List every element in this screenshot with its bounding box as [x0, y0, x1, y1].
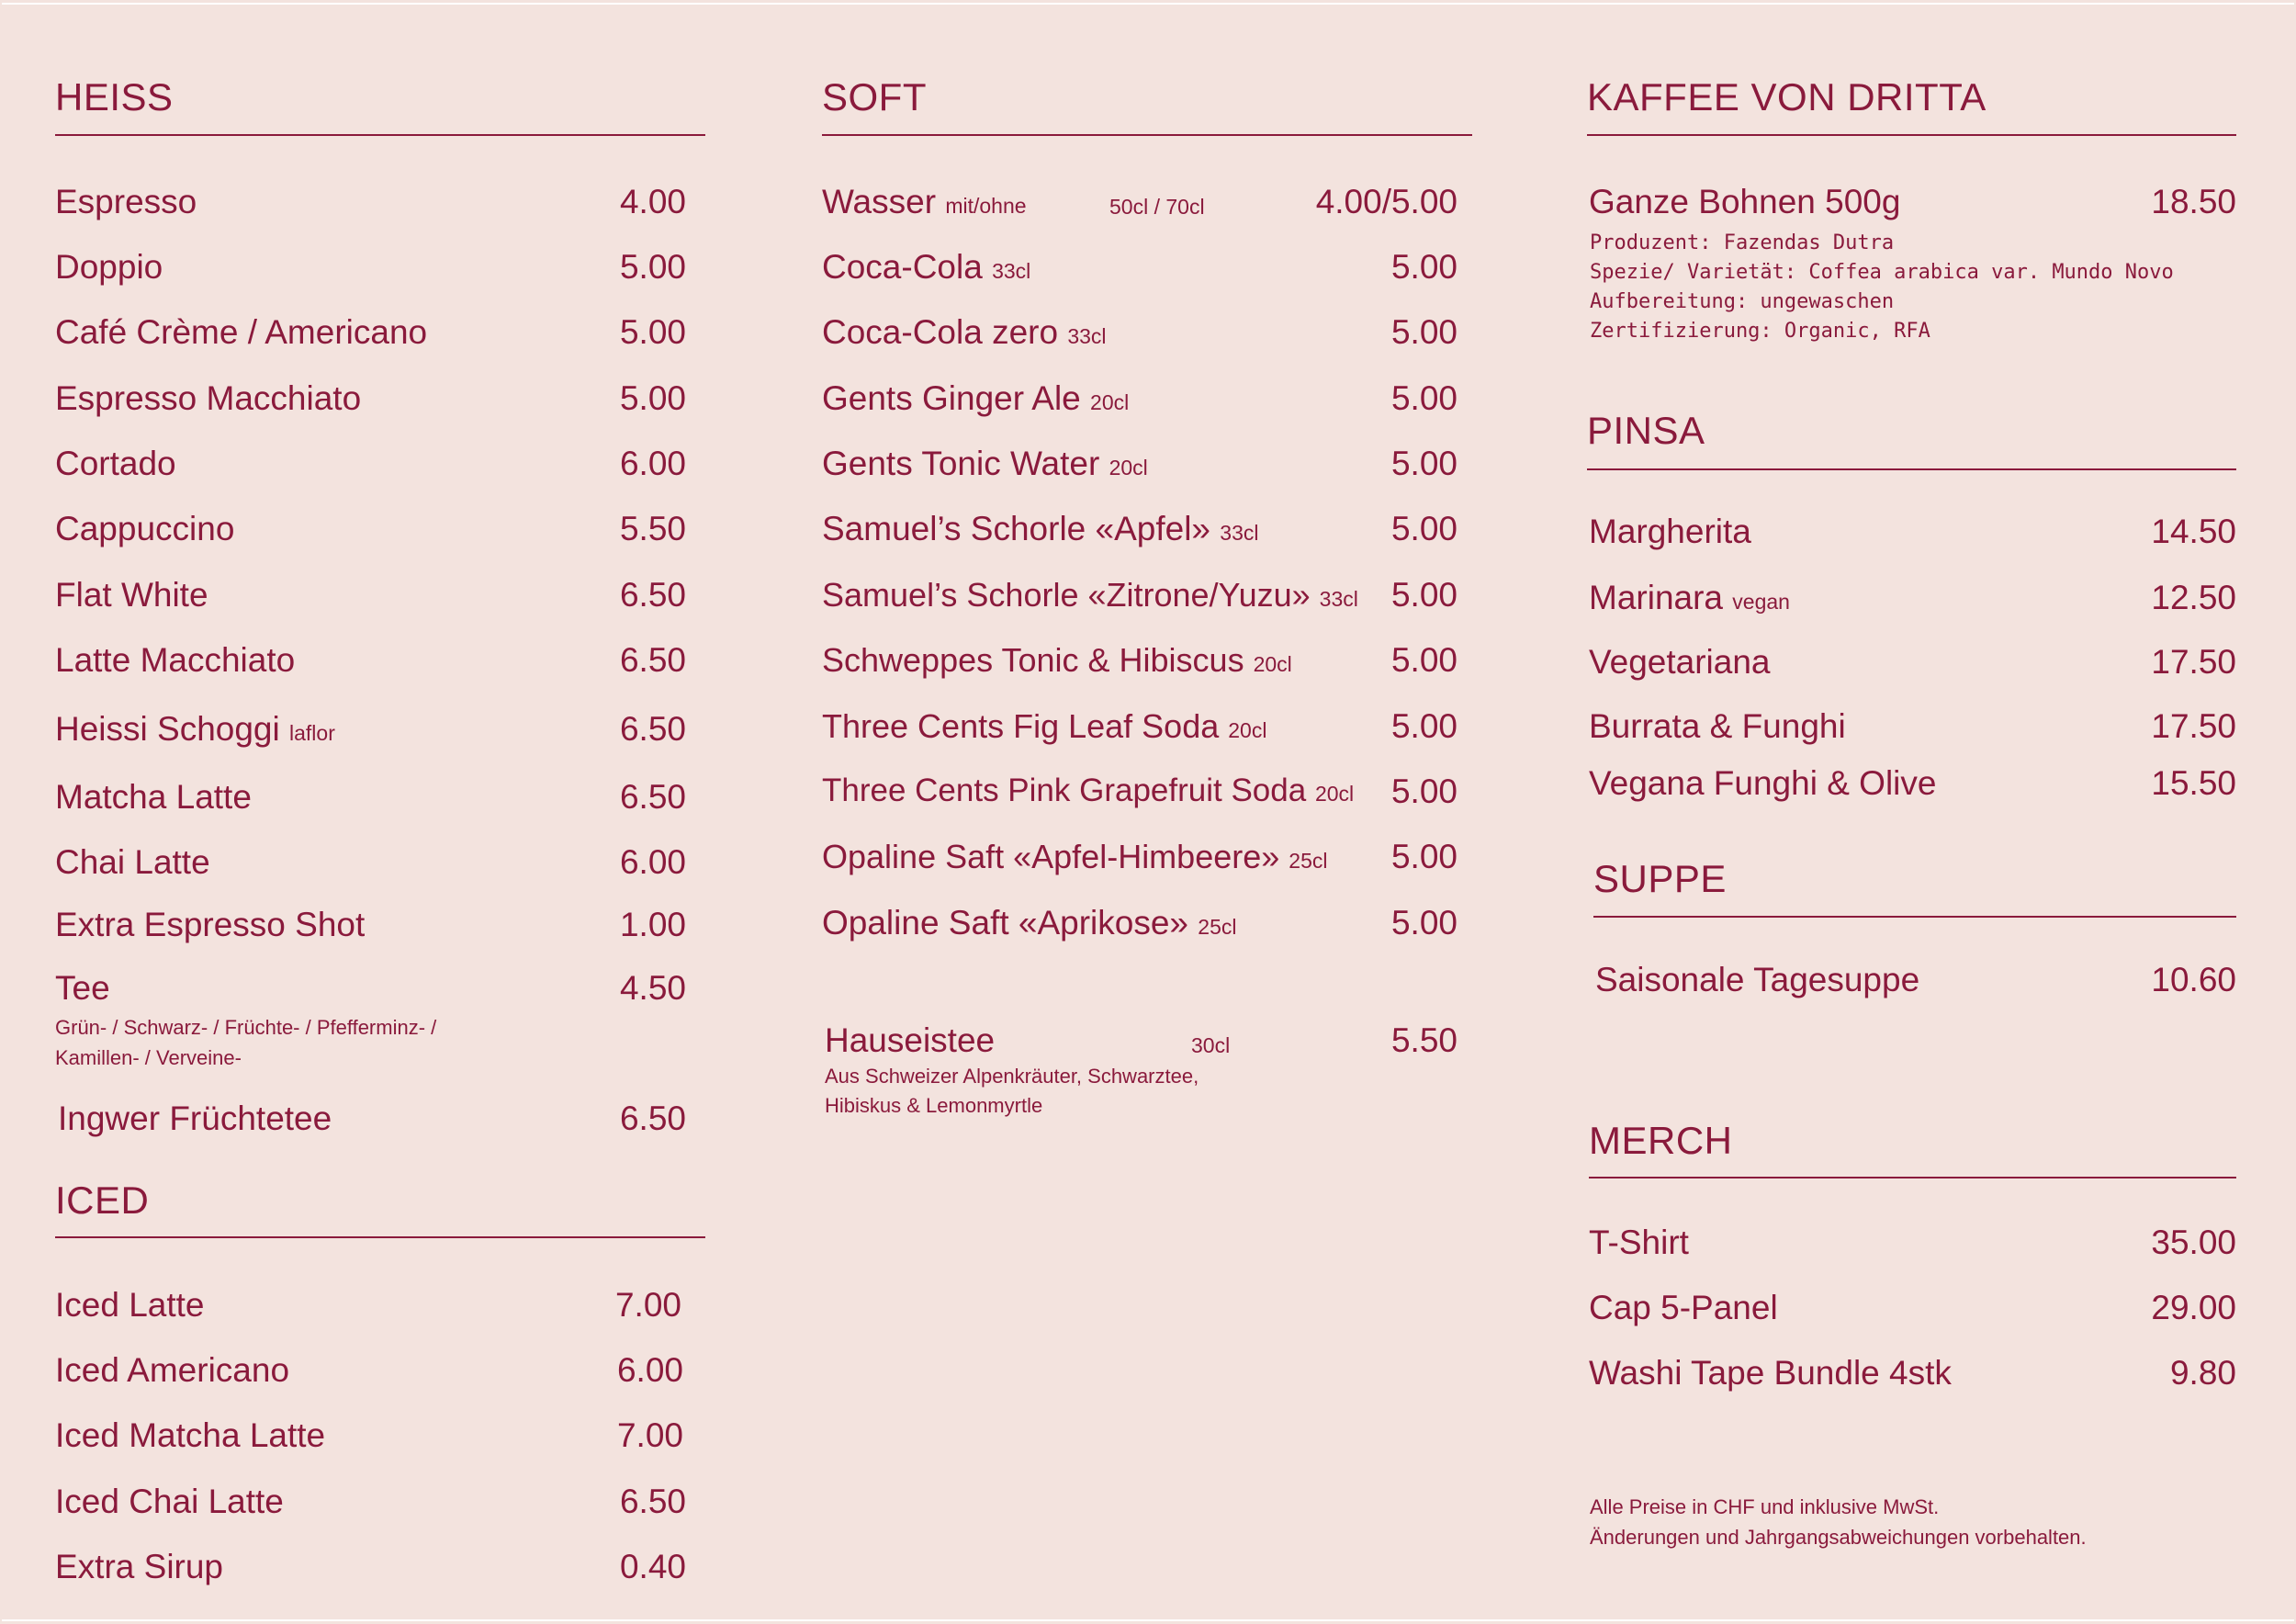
soft-item-gents-tonic-water-name: Gents Tonic Water — [822, 445, 1100, 482]
soft-item-hauseistee: Hauseistee — [825, 1021, 996, 1059]
iced-price-americano: 6.00 — [616, 1351, 683, 1389]
heiss-price-cafe-creme: 5.00 — [619, 313, 686, 351]
heiss-price-matcha-latte: 6.50 — [619, 778, 686, 816]
soft-item-schorle-apfel-name: Samuel’s Schorle «Apfel» — [822, 510, 1211, 547]
soft-item-schorle-zitrone-note: 33cl — [1319, 587, 1358, 611]
merch-item-washi-tape: Washi Tape Bundle 4stk — [1589, 1354, 1952, 1392]
soft-price-fig-leaf-soda: 5.00 — [1390, 707, 1458, 745]
heiss-item-espresso: Espresso — [55, 183, 197, 220]
soft-item-gents-tonic-water-note: 20cl — [1109, 456, 1148, 479]
kaffee-detail-zertifizierung: Zertifizierung: Organic, RFA — [1590, 320, 1930, 343]
soft-item-wasser-note: mit/ohne — [945, 194, 1027, 218]
soft-item-opaline-apfel-himbeere-note: 25cl — [1289, 849, 1328, 873]
kaffee-price-ganze-bohnen: 18.50 — [2151, 183, 2236, 220]
pinsa-price-marinara: 12.50 — [2151, 579, 2236, 616]
soft-item-hauseistee-size: 30cl — [1191, 1033, 1231, 1057]
soft-item-opaline-aprikose — [822, 904, 1237, 942]
soft-item-coca-cola — [822, 248, 1030, 287]
soft-price-opaline-aprikose: 5.00 — [1390, 904, 1458, 942]
merch-price-washi-tape: 9.80 — [2169, 1354, 2236, 1392]
soft-item-wasser-name: Wasser — [822, 183, 937, 220]
heiss-price-cappuccino: 5.50 — [619, 510, 686, 547]
merch-price-cap: 29.00 — [2151, 1289, 2236, 1326]
soft-item-schorle-apfel — [822, 510, 1259, 548]
iced-price-chai-latte: 6.50 — [619, 1483, 686, 1520]
heiss-tee-desc-line1: Grün- / Schwarz- / Früchte- / Pfefferminz- / — [55, 1016, 437, 1039]
soft-price-hauseistee: 5.50 — [1390, 1021, 1458, 1059]
footer-note-prices: Alle Preise in CHF und inklusive MwSt. — [1590, 1495, 1940, 1518]
soft-hauseistee-desc-line2: Hibiskus & Lemonmyrtle — [825, 1094, 1043, 1117]
soft-item-coca-cola-note: 33cl — [992, 259, 1031, 283]
soft-price-gents-ginger-ale: 5.00 — [1390, 379, 1458, 417]
soft-price-schweppes: 5.00 — [1390, 641, 1458, 679]
soft-hauseistee-desc-line1: Aus Schweizer Alpenkräuter, Schwarztee, — [825, 1065, 1199, 1088]
merch-divider — [1589, 1177, 2236, 1179]
soft-item-fig-leaf-soda-note: 20cl — [1228, 718, 1267, 742]
pinsa-heading: PINSA — [1587, 409, 1705, 452]
iced-price-matcha-latte: 7.00 — [616, 1416, 683, 1454]
soft-item-pink-grapefruit-soda — [822, 773, 1354, 809]
pinsa-price-vegetariana: 17.50 — [2151, 643, 2236, 681]
soft-price-opaline-apfel-himbeere: 5.00 — [1390, 838, 1458, 875]
heiss-item-cafe-creme: Café Crème / Americano — [55, 313, 428, 351]
pinsa-item-vegana-funghi-olive: Vegana Funghi & Olive — [1589, 764, 1937, 802]
heiss-price-flat-white: 6.50 — [619, 576, 686, 614]
pinsa-divider — [1587, 468, 2236, 470]
iced-price-latte: 7.00 — [614, 1286, 681, 1324]
merch-item-cap: Cap 5-Panel — [1589, 1289, 1778, 1326]
pinsa-item-marinara — [1589, 579, 1790, 617]
heiss-tee-desc-line2: Kamillen- / Verveine- — [55, 1046, 242, 1069]
heiss-price-ingwer-fruechtetee: 6.50 — [619, 1100, 686, 1137]
kaffee-detail-produzent: Produzent: Fazendas Dutra — [1590, 231, 1895, 254]
soft-item-schweppes — [822, 641, 1292, 680]
iced-price-extra-sirup: 0.40 — [619, 1548, 686, 1585]
soft-item-coca-cola-zero-note: 33cl — [1067, 324, 1107, 348]
iced-item-chai-latte: Iced Chai Latte — [55, 1483, 284, 1520]
soft-item-schorle-zitrone — [822, 576, 1358, 615]
heiss-divider — [55, 134, 705, 136]
merch-item-t-shirt: T-Shirt — [1589, 1224, 1689, 1261]
soft-price-wasser: 4.00/5.00 — [1315, 183, 1458, 220]
heiss-item-heissi-schoggi-name: Heissi Schoggi — [55, 710, 280, 748]
merch-price-t-shirt: 35.00 — [2151, 1224, 2236, 1261]
soft-heading: SOFT — [822, 75, 927, 118]
heiss-item-heissi-schoggi-note: laflor — [289, 721, 335, 745]
soft-price-coca-cola: 5.00 — [1390, 248, 1458, 286]
soft-item-gents-ginger-ale-name: Gents Ginger Ale — [822, 379, 1081, 417]
kaffee-divider — [1587, 134, 2236, 136]
heiss-item-extra-espresso-shot: Extra Espresso Shot — [55, 906, 366, 943]
heiss-item-latte-macchiato: Latte Macchiato — [55, 641, 296, 679]
soft-item-schorle-apfel-note: 33cl — [1220, 521, 1259, 545]
heiss-price-chai-latte: 6.00 — [619, 843, 686, 881]
kaffee-item-ganze-bohnen: Ganze Bohnen 500g — [1589, 183, 1901, 220]
iced-item-americano: Iced Americano — [55, 1351, 290, 1389]
pinsa-price-vegana-funghi-olive: 15.50 — [2151, 764, 2236, 802]
soft-item-gents-ginger-ale-note: 20cl — [1090, 390, 1130, 414]
heiss-item-doppio: Doppio — [55, 248, 163, 286]
heiss-price-espresso-macchiato: 5.00 — [619, 379, 686, 417]
iced-item-extra-sirup: Extra Sirup — [55, 1548, 224, 1585]
soft-item-pink-grapefruit-soda-note: 20cl — [1314, 782, 1355, 806]
heiss-item-matcha-latte: Matcha Latte — [55, 778, 252, 816]
kaffee-detail-aufbereitung: Aufbereitung: ungewaschen — [1590, 290, 1895, 313]
iced-divider — [55, 1236, 705, 1238]
suppe-price-tagesuppe: 10.60 — [2151, 961, 2236, 998]
soft-item-fig-leaf-soda — [822, 707, 1266, 746]
merch-heading: MERCH — [1589, 1119, 1733, 1162]
iced-heading: ICED — [55, 1179, 150, 1222]
soft-item-wasser — [822, 183, 1027, 221]
pinsa-item-margherita: Margherita — [1589, 513, 1751, 550]
soft-price-schorle-apfel: 5.00 — [1390, 510, 1458, 547]
soft-item-coca-cola-name: Coca-Cola — [822, 248, 983, 286]
pinsa-item-burrata-funghi: Burrata & Funghi — [1589, 707, 1846, 745]
kaffee-heading: KAFFEE VON DRITTA — [1587, 75, 1986, 118]
soft-item-pink-grapefruit-soda-name: Three Cents Pink Grapefruit Soda — [822, 773, 1307, 808]
pinsa-item-marinara-name: Marinara — [1589, 579, 1723, 616]
soft-item-schweppes-name: Schweppes Tonic & Hibiscus — [822, 641, 1244, 679]
soft-item-wasser-size: 50cl / 70cl — [1109, 195, 1205, 219]
pinsa-price-burrata-funghi: 17.50 — [2151, 707, 2236, 745]
heiss-price-extra-espresso-shot: 1.00 — [619, 906, 686, 943]
soft-item-schorle-zitrone-name: Samuel’s Schorle «Zitrone/Yuzu» — [822, 576, 1311, 614]
soft-item-schweppes-note: 20cl — [1253, 652, 1292, 676]
suppe-heading: SUPPE — [1593, 857, 1727, 900]
soft-item-opaline-aprikose-name: Opaline Saft «Aprikose» — [822, 904, 1189, 942]
soft-item-coca-cola-zero — [822, 313, 1107, 352]
heiss-item-espresso-macchiato: Espresso Macchiato — [55, 379, 362, 417]
heiss-item-cappuccino: Cappuccino — [55, 510, 235, 547]
iced-item-latte: Iced Latte — [55, 1286, 205, 1324]
heiss-price-latte-macchiato: 6.50 — [619, 641, 686, 679]
heiss-price-doppio: 5.00 — [619, 248, 686, 286]
footer-note-changes: Änderungen und Jahrgangsabweichungen vorbehalten. — [1590, 1526, 2087, 1549]
heiss-item-heissi-schoggi — [55, 710, 335, 749]
suppe-item-tagesuppe: Saisonale Tagesuppe — [1595, 961, 1920, 998]
iced-item-matcha-latte: Iced Matcha Latte — [55, 1416, 326, 1454]
heiss-price-heissi-schoggi: 6.50 — [619, 710, 686, 748]
soft-item-gents-ginger-ale — [822, 379, 1129, 418]
soft-price-gents-tonic-water: 5.00 — [1390, 445, 1458, 482]
soft-item-opaline-aprikose-note: 25cl — [1198, 915, 1237, 939]
heiss-item-chai-latte: Chai Latte — [55, 843, 210, 881]
pinsa-item-vegetariana: Vegetariana — [1589, 643, 1771, 681]
heiss-heading: HEISS — [55, 75, 174, 118]
pinsa-price-margherita: 14.50 — [2151, 513, 2236, 550]
soft-item-gents-tonic-water — [822, 445, 1148, 483]
heiss-price-cortado: 6.00 — [619, 445, 686, 482]
soft-item-opaline-apfel-himbeere-name: Opaline Saft «Apfel-Himbeere» — [822, 838, 1280, 875]
soft-price-pink-grapefruit-soda: 5.00 — [1390, 773, 1458, 810]
soft-price-schorle-zitrone: 5.00 — [1390, 576, 1458, 614]
heiss-item-tee: Tee — [55, 969, 110, 1007]
heiss-price-espresso: 4.00 — [619, 183, 686, 220]
soft-price-coca-cola-zero: 5.00 — [1390, 313, 1458, 351]
soft-divider — [822, 134, 1472, 136]
pinsa-item-marinara-note: vegan — [1732, 590, 1790, 614]
heiss-price-tee: 4.50 — [619, 969, 686, 1007]
kaffee-detail-varietaet: Spezie/ Varietät: Coffea arabica var. Mundo Novo — [1590, 261, 2174, 284]
suppe-divider — [1593, 916, 2236, 918]
soft-item-coca-cola-zero-name: Coca-Cola zero — [822, 313, 1059, 351]
soft-item-fig-leaf-soda-name: Three Cents Fig Leaf Soda — [822, 707, 1220, 745]
soft-item-opaline-apfel-himbeere — [822, 838, 1328, 876]
heiss-item-flat-white: Flat White — [55, 576, 208, 614]
heiss-item-cortado: Cortado — [55, 445, 176, 482]
heiss-item-ingwer-fruechtetee: Ingwer Früchtetee — [58, 1100, 332, 1137]
